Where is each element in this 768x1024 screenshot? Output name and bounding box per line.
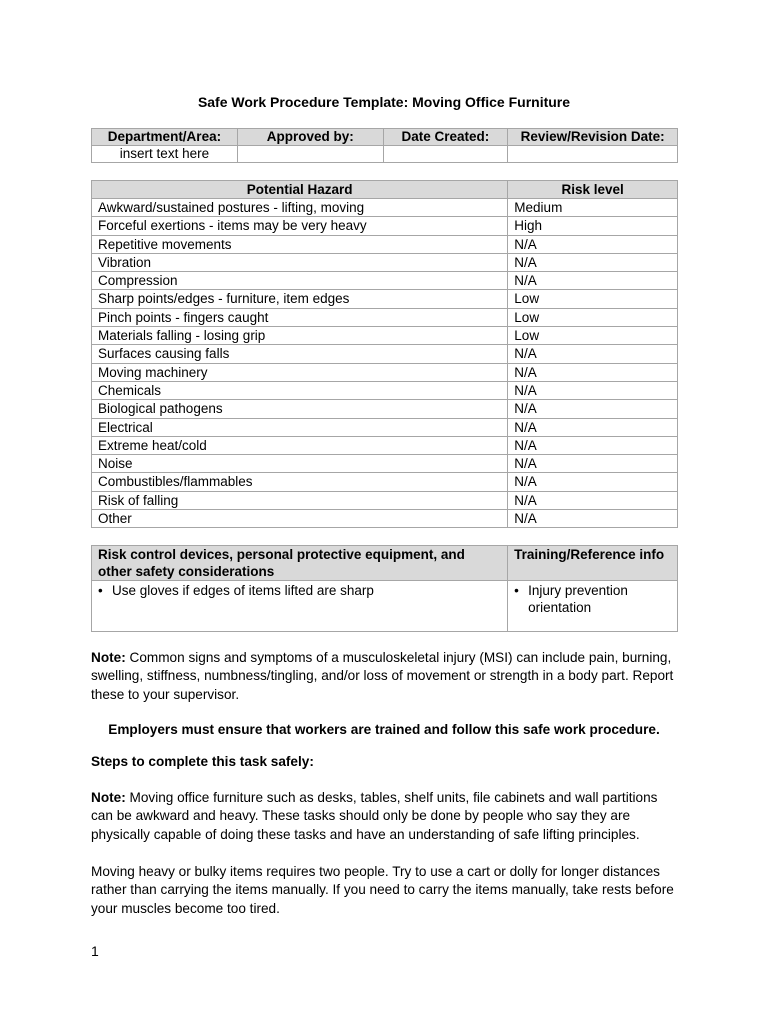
training-text: Injury prevention orientation [528,583,628,615]
risk-cell: N/A [508,381,678,399]
hazard-cell: Vibration [92,253,508,271]
risk-cell: N/A [508,473,678,491]
list-item [514,583,671,616]
table-row [92,272,678,290]
hazard-cell: Forceful exertions - items may be very heavy [92,217,508,235]
hazard-cell: Repetitive movements [92,235,508,253]
revision-date-value[interactable] [508,146,678,163]
approved-by-value[interactable] [237,146,383,163]
potential-hazard-header: Potential Hazard [92,181,508,199]
table-row [92,235,678,253]
risk-cell: Medium [508,199,678,217]
heavy-items-paragraph: Moving heavy or bulky items requires two people. Try to use a cart or dolly for longer distances rather than carrying the items manually. If you need to carry the items manually, take rests before your muscles become too tired. [91,864,674,916]
department-header: Department/Area: [92,129,238,146]
steps-heading: Steps to complete this task safely: [91,754,314,769]
risk-cell: N/A [508,455,678,473]
hazard-cell: Compression [92,272,508,290]
table-row [92,436,678,454]
table-row [92,290,678,308]
hazard-cell: Moving machinery [92,363,508,381]
note-text: Common signs and symptoms of a musculoskeletal injury (MSI) can include pain, burning, swelling, stiffness, numbness/tingling, and/or loss of movement or strength in a body part. Report these to your supervisor. [91,650,674,702]
risk-cell: Low [508,308,678,326]
hazard-cell: Extreme heat/cold [92,436,508,454]
hazard-cell: Other [92,510,508,528]
note-text: Moving office furniture such as desks, tables, shelf units, file cabinets and wall partitions can be awkward and heavy. These tasks should only be done by people who say they are physically capable of doing these tasks and have an understanding of safe lifting principles. [91,790,658,842]
table-row [92,345,678,363]
hazard-cell: Surfaces causing falls [92,345,508,363]
table-row [92,199,678,217]
department-value[interactable]: insert text here [92,146,238,163]
bullet-icon: • [514,583,519,598]
employers-statement: Employers must ensure that workers are trained and follow this safe work procedure. [108,722,660,737]
risk-cell: N/A [508,418,678,436]
risk-cell: High [508,217,678,235]
page-number: 1 [91,943,99,959]
table-row [92,253,678,271]
risk-cell: N/A [508,345,678,363]
hazard-cell: Combustibles/flammables [92,473,508,491]
revision-date-header: Review/Revision Date: [508,129,678,146]
bullet-icon: • [98,583,103,598]
hazard-cell: Materials falling - losing grip [92,327,508,345]
controls-cell [92,581,508,632]
msi-note [91,649,681,704]
list-item [98,583,501,600]
hazard-cell: Pinch points - fingers caught [92,308,508,326]
risk-cell: N/A [508,510,678,528]
table-row [92,491,678,509]
risk-cell: Low [508,327,678,345]
date-created-value[interactable] [383,146,508,163]
table-row [92,363,678,381]
table-row [92,381,678,399]
approved-by-header: Approved by: [237,129,383,146]
hazard-table [91,180,678,528]
hazard-cell: Chemicals [92,381,508,399]
furniture-note [91,789,681,844]
table-row [92,217,678,235]
table-row [92,418,678,436]
control-table [91,545,678,632]
hazard-cell: Sharp points/edges - furniture, item edges [92,290,508,308]
table-row [92,473,678,491]
date-created-header: Date Created: [383,129,508,146]
hazard-cell: Awkward/sustained postures - lifting, moving [92,199,508,217]
risk-cell: N/A [508,400,678,418]
info-table [91,128,678,163]
table-row [92,308,678,326]
risk-cell: N/A [508,253,678,271]
risk-level-header: Risk level [508,181,678,199]
note-label: Note: [91,650,126,665]
risk-control-header: Risk control devices, personal protective equipment, and other safety considerations [92,546,508,581]
training-header: Training/Reference info [508,546,678,581]
risk-cell: Low [508,290,678,308]
hazard-cell: Electrical [92,418,508,436]
hazard-cell: Biological pathogens [92,400,508,418]
risk-cell: N/A [508,235,678,253]
hazard-cell: Risk of falling [92,491,508,509]
risk-cell: N/A [508,272,678,290]
training-cell [508,581,678,632]
table-row [92,400,678,418]
hazard-cell: Noise [92,455,508,473]
control-text: Use gloves if edges of items lifted are sharp [112,583,374,598]
document-title: Safe Work Procedure Template: Moving Office Furniture [197,94,571,110]
table-row [92,327,678,345]
table-row [92,510,678,528]
risk-cell: N/A [508,491,678,509]
risk-cell: N/A [508,436,678,454]
note-label: Note: [91,790,126,805]
table-row [92,455,678,473]
risk-cell: N/A [508,363,678,381]
